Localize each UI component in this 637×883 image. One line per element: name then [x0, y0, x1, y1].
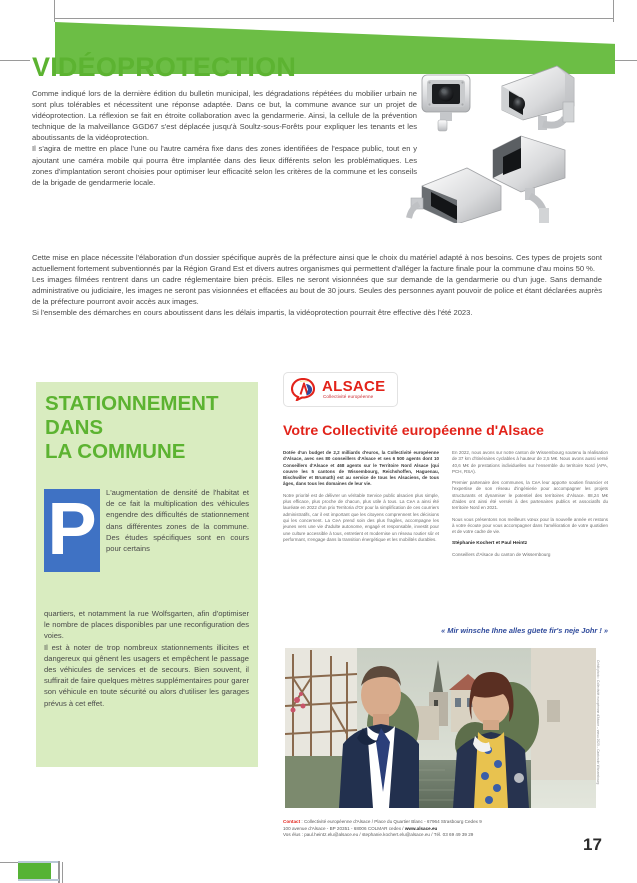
stationnement-paragraph: Il est à noter de trop nombreux stationnements illicites et dangereux qui gênent les usagers et empêchent le passage des véhicules de services et de secours. Bien souvent, il suffirait de faire quelques mètres supplémentaires pour garer son véhicule en toute sécurité ou alors d'utiliser les garages prévus à cet effet.	[44, 642, 250, 708]
page-title-videoprotection: VIDÉOPROTECTION	[32, 52, 297, 82]
alsace-signature-names: Stéphanie Kochert et Paul Heintz	[452, 540, 528, 546]
alsace-section	[283, 372, 608, 407]
alsace-column-left	[283, 450, 439, 563]
article-paragraph: Les images filmées rentrent dans un cadre réglementaire bien précis. Elles ne seront visionnées que sur demande de la gendarmerie ou d'un juge. Sans demande administrative ou judiciaire, les images ne seront pas visionnées et effacées au bout de 30 jours. Seules des personnes ayant pouvoir de police et étant déclarées auprès de la préfecture pourront avoir accès aux images.	[32, 275, 602, 307]
stationnement-title-line1: STATIONNEMENT	[45, 392, 219, 415]
stationnement-title-line3: LA COMMUNE	[45, 440, 186, 463]
alsace-paragraph: Nous vous présentons nos meilleurs vœux pour la nouvelle année et restons à votre écoute pour vous accompagner dans l'amélioration de votre quotidien et de votre cadre de vie.	[452, 516, 608, 535]
alsace-paragraph: Premier partenaire des communes, la CeA leur apporte soutien financier et l'expertise de son réseau d'ingénierie pour accompagner les projets structurants et dynamiser le potentiel des territoires d'Alsace. 88,24 M€ d'aides ont ainsi été versés à des partenaires publics et associatifs du territoire Nord en 2021.	[452, 480, 608, 511]
alsace-logo-wordmark: ALSACE	[322, 378, 386, 395]
crop-mark-top-rule	[54, 18, 614, 19]
photo-credit: Crédit photo : Collectivité européenne d'Alsace – vœux 2023 – Canton de Wissembourg	[596, 660, 600, 785]
alsace-column-right	[452, 450, 608, 563]
stationnement-text-beside-sign: L'augmentation de densité de l'habitat et de ce fait la multiplication des véhicules engendre des difficultés de stationnement dans différentes zones de la commune. Des études spécifiques sont en cours pour certains	[106, 488, 249, 554]
page-number: 17	[583, 835, 602, 854]
contact-address-colmar: 100 avenue d'Alsace - BP 20351 - 68006 COLMAR cedex /	[283, 825, 405, 831]
article-paragraph: Il s'agira de mettre en place l'une ou l'autre caméra fixe dans des zones identifiées de l'espace public, tout en y ajoutant une caméra mobile qui pourra être implantée dans des lieux différents selon les problématiques. Les zones d'implantation seront choisies pour optimiser leur efficacité selon les critères de la commune et les conseils de la brigade de gendarmerie locale.	[32, 144, 417, 187]
contact-label: Contact	[283, 819, 301, 824]
alsace-logo	[283, 372, 398, 407]
councillors-photo	[285, 648, 596, 808]
stationnement-paragraph: quartiers, et notamment la rue Wolfsgarten, afin d'optimiser le nombre de places disponibles par une reconfiguration des voies.	[44, 609, 249, 641]
contact-line-2	[283, 826, 583, 833]
parking-sign-icon: P	[44, 489, 100, 572]
contact-footer	[283, 819, 583, 839]
article-paragraph: Cette mise en place nécessite l'élaboration d'un dossier spécifique auprès de la préfecture ainsi que le choix du matériel adapté à nos besoins. Ces types de projets sont actuellement fortement subventionnés par la Région Grand Est et divers autres organismes qui permettent d'alléger la facture finale pour la commune d'au moins 50 %.	[32, 253, 602, 274]
article-paragraph: Si l'ensemble des démarches en cours aboutissent dans les délais impartis, la vidéoprotection pourrait être effective dès l'été 2023.	[32, 308, 473, 318]
contact-line-3[interactable]: Vos élus : paul.heintz.elu@alsace.eu / stephanie.kochert.elu@alsace.eu / Tél. 03 69 49 39 29	[283, 832, 474, 838]
alsace-heading: Votre Collectivité européenne d'Alsace	[283, 423, 544, 439]
alsatian-greeting-quote: « Mir winsche Ihne alles güete fir's neje Johr ! »	[441, 626, 608, 635]
article-paragraph: Comme indiqué lors de la dernière édition du bulletin municipal, les dégradations répétées du mobilier urbain ne sont plus tolérables et nécessitent une réponse adaptée. Dans ce but, la commune avance sur un projet de vidéoprotection. La réflexion se fait en étroite collaboration avec la gendarmerie. Ainsi, la cellule de la prévention technique de la malveillance GGD67 s'est déplacée jusqu'à Soultz-sous-Forêts pour expliquer les tenants et les aboutissants de la vidéoprotection.	[32, 89, 417, 143]
alsace-signature-role: Conseillers d'Alsace du canton de Wissembourg	[452, 551, 551, 557]
alsace-two-columns	[283, 450, 608, 563]
crop-mark-top-left-horizontal	[0, 60, 30, 61]
stationnement-title	[45, 392, 255, 464]
article-body-wide	[32, 252, 602, 319]
cctv-camera-icon	[405, 58, 610, 223]
photo-illustration	[285, 648, 596, 808]
green-flag-mark	[18, 863, 51, 880]
cctv-cameras-illustration	[405, 58, 610, 223]
article-body-narrow	[32, 88, 417, 188]
alsace-body-text: Notre priorité est de délivrer un véritable Service public alsacien plus simple, plus efficace, plus proche de chacun, plus utile à tous. La CeA a ainsi été lauréate en 2022 d'un prix Territoria d'Or pour la simplification de ces courriers administratifs, car il est important que les citoyens comprennent les décisions qui les concernent. La CeA prend soin des plus fragiles, accompagne les jeunes vers une vie d'adulte autonome, engagé et responsable, investit pour une culture accessible à tous, entretient et modernise un réseau routier sûr et performant, s'engage dans la transition énergétique et les mobilités durables.	[283, 492, 439, 542]
alsace-logo-mark-icon	[291, 378, 316, 401]
contact-line-1	[283, 819, 583, 826]
contact-address-main: : Collectivité européenne d'Alsace / Place du Quartier Blanc - 67964 Strasbourg Cedex 9	[300, 819, 482, 824]
alsace-logo-subtitle: Collectivité européenne	[323, 394, 374, 399]
crop-mark-bottom-left-vertical	[62, 862, 63, 883]
flag-rule-bottom	[18, 879, 59, 881]
contact-website[interactable]: www.alsace.eu	[404, 825, 438, 831]
stationnement-text-below	[44, 608, 249, 709]
stationnement-title-line2: DANS	[45, 416, 104, 439]
alsace-paragraph: En 2022, nous avons sur notre canton de Wissembourg soutenu la réalisation de 37 km d'itinéraires cyclables à hauteur de 2,5 M€. Nous avons aussi versé 40,6 M€ de prestations individuelles sur l'ensemble du territoire Nord (APA, PCH, RSA).	[452, 450, 608, 474]
alsace-intro-text: Dotée d'un budget de 2,2 milliards d'euros, la Collectivité européenne d'Alsace, avec ses 80 conseillers d'Alsace et ses 6 500 agents dont 10 Conseillers d'Alsace et 468 agents sur le Territoire Nord Alsace (qui couvre les 5 cantons de Wissembourg, Reichshoffen, Haguenau, Bischwiller et Brumath) est au service de tous les Alsaciens, de tous âges, dans tous les domaines de leur vie.	[283, 450, 439, 487]
